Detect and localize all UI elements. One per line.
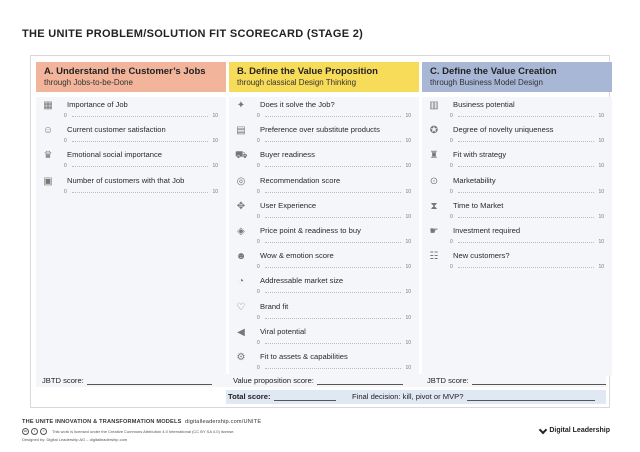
scale-max: 10 [598,213,604,220]
growth-chart-icon: ▥ [429,100,439,111]
score-scale[interactable] [450,190,604,196]
criterion-label: Viral potential [260,326,306,336]
license-row [22,428,261,435]
scale-max: 10 [212,138,218,145]
criterion-row [229,147,419,172]
score-scale[interactable] [450,215,604,221]
scale-max: 10 [598,264,604,271]
footer-title: THE UNITE INNOVATION & TRANSFORMATION MODELS [22,419,182,425]
scale-max: 10 [598,113,604,119]
scale-line [72,192,208,193]
total-score-field[interactable] [228,392,336,401]
scale-min: 0 [450,264,453,271]
criterion-label: Investment required [453,225,521,235]
user-card-icon: ▣ [43,175,53,187]
attribution-icon: i [31,428,38,435]
scale-max: 10 [598,238,604,245]
scale-max: 10 [405,213,411,220]
target-icon: ◎ [236,175,246,187]
scale-line [265,368,401,369]
investment-icon: ☛ [429,225,439,237]
criteria-list [36,97,226,376]
people-icon: ☺ [42,125,54,137]
brand-name: Digital Leadership [549,427,610,434]
scale-min: 0 [64,163,67,170]
scale-line [72,116,208,117]
scale-max: 10 [598,163,604,170]
scale-max: 10 [405,339,411,346]
criterion-row [36,97,226,122]
experience-icon: ✥ [236,200,246,212]
score-line [317,377,403,385]
lightbulb-icon: ✦ [236,100,246,111]
scale-line [458,217,594,218]
jbtd-score-field-a[interactable] [42,376,212,385]
scale-line [72,141,208,142]
score-scale[interactable] [450,265,604,271]
smile-icon: ☻ [235,251,247,263]
score-scale[interactable] [450,164,604,170]
scale-max: 10 [212,113,218,119]
megaphone-icon: ◀ [237,326,245,338]
criterion-row [422,223,612,248]
total-label: Total score: [228,392,271,401]
score-line [87,377,212,385]
criterion-label: Recommendation score [260,175,341,185]
criterion-label: Preference over substitute products [260,125,380,135]
column-heading: C. Define the Value Creation [430,66,557,77]
scale-min: 0 [64,113,67,119]
scale-line [72,166,208,167]
final-decision-field[interactable] [352,392,595,401]
criterion-label: Current customer satisfaction [67,125,166,135]
criterion-row [229,248,419,273]
score-scale[interactable] [257,265,411,271]
score-scale[interactable] [450,139,604,145]
criterion-label: Addressable market size [260,276,344,286]
column-heading: B. Define the Value Proposition [237,66,378,77]
scorecard-board [30,55,610,408]
scale-line [265,192,401,193]
criterion-row [229,173,419,198]
criterion-row [422,173,612,198]
criterion-label: User Experience [260,200,317,210]
score-label: JBTD score: [42,376,84,385]
footer [22,419,261,442]
scale-line [458,192,594,193]
criterion-label: Does it solve the Job? [260,100,335,109]
scale-min: 0 [450,238,453,245]
brand-logo [540,427,610,434]
scale-min: 0 [64,138,67,145]
award-icon: ✪ [429,125,439,137]
criterion-label: Business potential [453,100,515,109]
license-text: This work is licensed under the Creative Commons Attribution 4.0 International (CC BY SA 4.0) license. [52,429,235,434]
score-label: Value proposition score: [233,376,314,385]
criterion-label: Emotional social importance [67,150,162,160]
scale-line [265,166,401,167]
criterion-label: Fit with strategy [453,150,507,160]
scale-min: 0 [257,188,260,195]
scale-min: 0 [257,113,260,119]
scale-max: 10 [405,238,411,245]
scale-min: 0 [257,163,260,170]
column-header [229,62,419,92]
criterion-label: Price point & readiness to buy [260,225,361,235]
scale-min: 0 [257,364,260,371]
column-jobs [36,62,226,195]
criterion-row [229,97,419,122]
scale-min: 0 [450,213,453,220]
score-line [274,393,336,401]
criterion-label: Marketability [453,175,496,185]
score-scale[interactable] [64,114,218,120]
criterion-row [229,273,419,298]
scale-min: 0 [64,188,67,195]
scale-max: 10 [405,113,411,119]
scale-min: 0 [257,213,260,220]
score-scale[interactable] [257,164,411,170]
price-tag-icon: ◈ [237,225,245,237]
column-value-creation [422,62,612,271]
brand-chevron-icon [539,426,547,434]
criterion-label: Degree of novelty uniqueness [453,125,554,135]
scale-min: 0 [450,113,453,119]
criterion-row [229,349,419,374]
column-subheading: through classical Design Thinking [237,78,357,87]
criterion-label: Fit to assets & capabilities [260,351,348,361]
crown-icon: ♛ [43,150,53,162]
score-scale[interactable] [257,215,411,221]
criterion-label: Buyer readiness [260,150,315,160]
scale-line [265,242,401,243]
strategy-icon: ♜ [429,150,439,162]
scale-line [265,343,401,344]
score-line [472,377,606,385]
column-heading: A. Understand the Customer’s Jobs [44,66,206,77]
criterion-label: Wow & emotion score [260,251,334,261]
scale-line [265,292,401,293]
score-scale[interactable] [450,240,604,246]
hourglass-icon: ⧗ [430,200,438,212]
scale-line [265,116,401,117]
scale-min: 0 [257,264,260,271]
final-label: Final decision: kill, pivot or MVP? [352,392,464,401]
criterion-row [422,122,612,147]
scale-max: 10 [212,163,218,170]
designed-by: Designed by: Digital Leadership AG – digitalleadership.com [22,437,128,442]
criterion-row [36,147,226,172]
footer-url[interactable]: digitalleadership.com/UNITE [185,419,262,425]
value-proposition-score-field[interactable] [233,376,403,385]
jbtd-score-field-c[interactable] [427,376,606,385]
scale-max: 10 [405,264,411,271]
scale-min: 0 [257,138,260,145]
column-value-proposition [229,62,419,371]
scale-min: 0 [450,163,453,170]
criterion-row [36,122,226,147]
market-pie-icon: ◔ [237,276,245,288]
scale-line [265,318,401,319]
score-line [467,393,595,401]
score-scale[interactable] [450,114,604,120]
score-scale[interactable] [257,240,411,246]
column-subheading: through Jobs-to-be-Done [44,78,133,87]
assets-icon: ⚙ [236,351,246,363]
scale-line [265,267,401,268]
cart-icon: ⛟ [235,150,248,162]
score-scale[interactable] [257,290,411,296]
column-header [36,62,226,92]
criterion-row [422,248,612,273]
criterion-label: Brand fit [260,301,289,311]
compare-icon: ▤ [236,125,246,137]
score-scale[interactable] [257,366,411,372]
criterion-label: Importance of Job [67,100,128,109]
column-subheading: through Business Model Design [430,78,543,87]
column-header [422,62,612,92]
calendar-icon: ▦ [43,100,53,111]
scale-min: 0 [257,314,260,321]
score-scale[interactable] [257,139,411,145]
scale-line [458,116,594,117]
scale-min: 0 [257,289,260,296]
scale-max: 10 [405,188,411,195]
share-alike-icon: = [40,428,47,435]
score-scale[interactable] [257,190,411,196]
criterion-row [422,97,612,122]
score-label: JBTD score: [427,376,469,385]
criterion-row [229,198,419,223]
score-scale[interactable] [64,164,218,170]
scale-max: 10 [212,188,218,195]
score-scale[interactable] [257,114,411,120]
criterion-row [229,223,419,248]
scale-min: 0 [257,339,260,346]
scale-min: 0 [450,188,453,195]
score-scale[interactable] [257,341,411,347]
scale-line [458,267,594,268]
scale-line [265,141,401,142]
criterion-label: Number of customers with that Job [67,175,185,185]
criterion-row [36,173,226,198]
criterion-row [422,147,612,172]
score-scale[interactable] [64,139,218,145]
criteria-list [422,97,612,376]
scale-min: 0 [257,238,260,245]
scale-line [458,242,594,243]
scale-max: 10 [405,364,411,371]
score-scale[interactable] [257,316,411,322]
total-row [226,390,606,404]
scale-min: 0 [450,138,453,145]
page-title: THE UNITE PROBLEM/SOLUTION FIT SCORECARD (STAGE 2) [22,28,364,40]
scale-line [265,217,401,218]
score-scale[interactable] [64,190,218,196]
criterion-label: Time to Market [453,200,504,210]
scale-line [458,166,594,167]
criterion-row [229,299,419,324]
cc-icon: cc [23,429,28,433]
criterion-row [229,122,419,147]
scale-line [458,141,594,142]
score-row [36,374,606,387]
scale-max: 10 [405,314,411,321]
criterion-label: New customers? [453,251,510,261]
scale-max: 10 [405,138,411,145]
scale-max: 10 [405,289,411,296]
scale-max: 10 [598,188,604,195]
brand-icon: ♡ [236,301,246,313]
magnifier-icon: ⊙ [429,175,439,187]
criterion-row [422,198,612,223]
customers-icon: ☷ [429,251,439,263]
criterion-row [229,324,419,349]
scale-max: 10 [598,138,604,145]
criteria-list [229,97,419,376]
scale-max: 10 [405,163,411,170]
